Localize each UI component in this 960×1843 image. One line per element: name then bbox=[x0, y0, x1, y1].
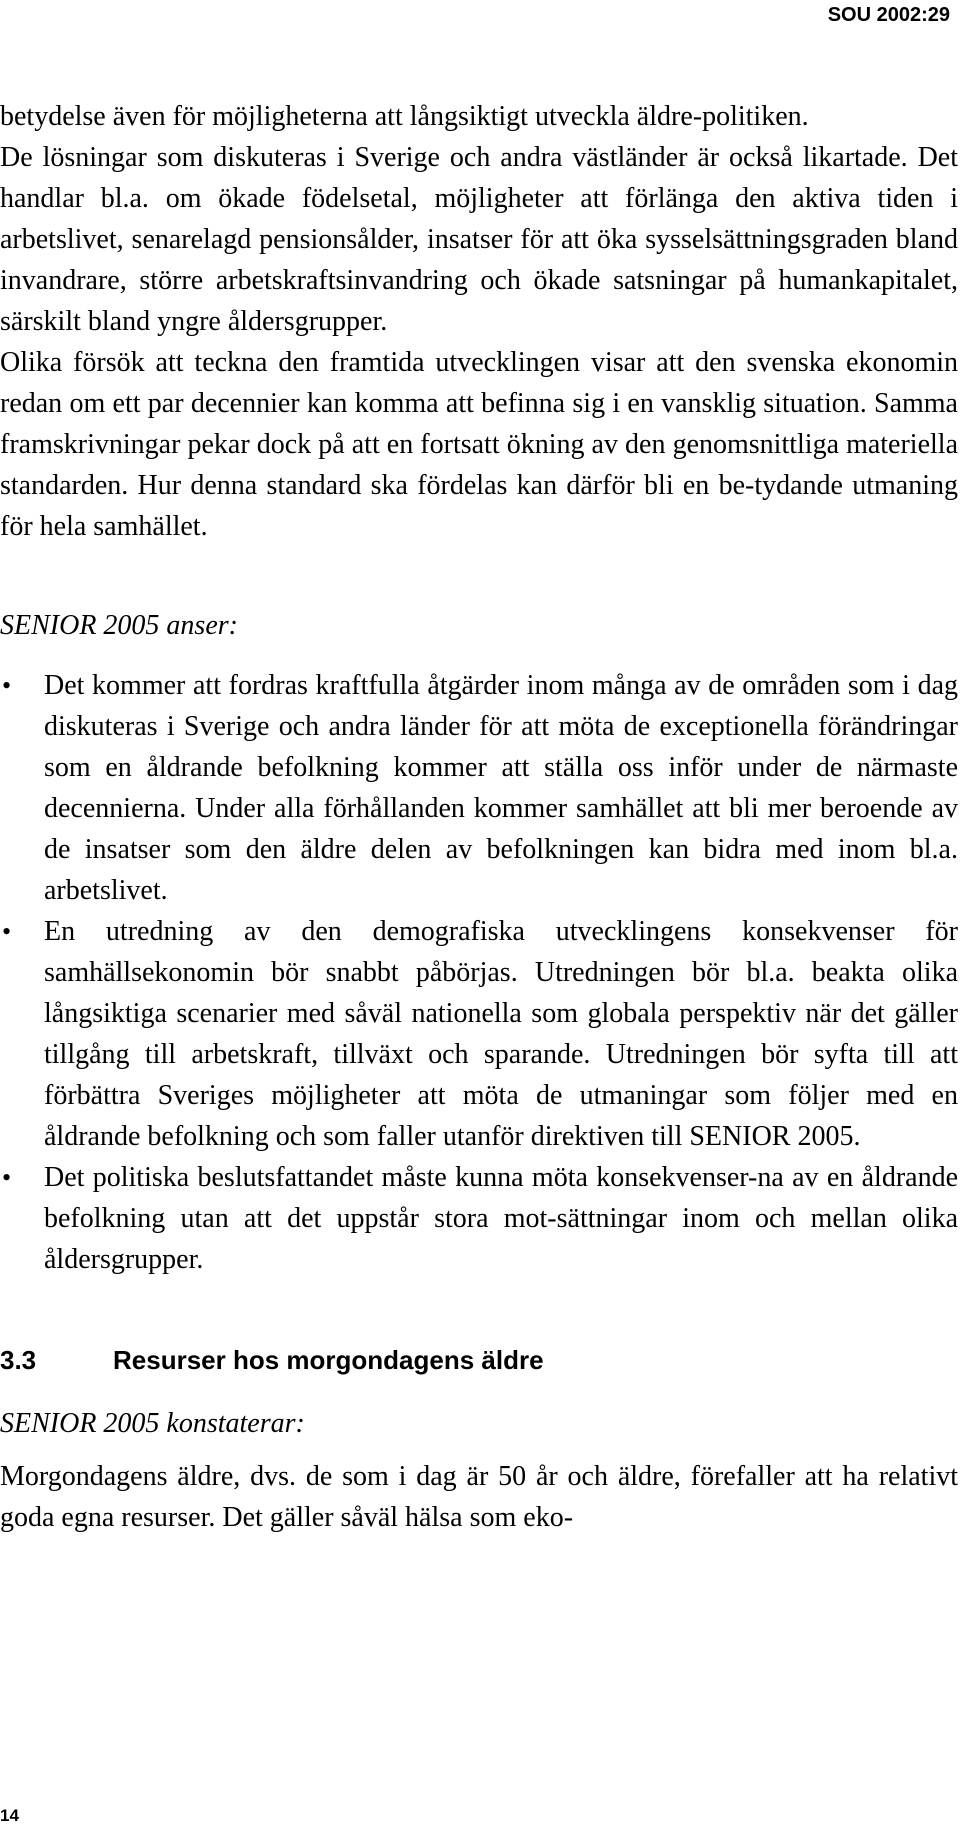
bullet-icon: • bbox=[2, 917, 12, 946]
list-item-text: Det kommer att fordras kraftfulla åtgärder inom många av de områden som i dag diskuteras i Sverige och andra länder för att möta de exceptionella förändringar som en åldrande befolkning kommer att ställa oss inför under de närmaste decennierna. Under alla förhållanden kommer samhället att bli mer beroende av de insatser som den äldre delen av befolkningen kan bidra med inom bl.a. arbetslivet. bbox=[44, 670, 958, 906]
section-title: Resurser hos morgondagens äldre bbox=[113, 1345, 544, 1375]
statement-label: SENIOR 2005 konstaterar: bbox=[0, 1408, 305, 1439]
section-number: 3.3 bbox=[0, 1345, 37, 1375]
body-paragraph-2: De lösningar som diskuteras i Sverige och andra västländer är också likartade. Det handlar bl.a. om ökade födelsetal, möjligheter att förlänga den aktiva tiden i arbetslivet, senarelagd pensionsålder, insatser för att öka sysselsättningsgraden bland invandrare, större arbetskraftsinvandring och ökade satsningar på humankapitalet, särskilt bland yngre åldersgrupper. bbox=[0, 142, 958, 337]
opinion-list bbox=[0, 665, 958, 1280]
opinion-label: SENIOR 2005 anser: bbox=[0, 610, 238, 641]
list-item-text: En utredning av den demografiska utvecklingens konsekvenser för samhällsekonomin bör snabbt påbörjas. Utredningen bör bl.a. beakta olika långsiktiga scenarier med såväl nationella som globala perspektiv när det gäller tillgång till arbetskraft, tillväxt och sparande. Utredningen bör syfta till att förbättra Sveriges möjligheter att möta de utmaningar som följer med en åldrande befolkning och som faller utanför direktiven till SENIOR 2005. bbox=[44, 916, 958, 1152]
bullet-icon: • bbox=[2, 1163, 12, 1192]
list-item bbox=[0, 665, 958, 911]
section-paragraph: Morgondagens äldre, dvs. de som i dag är 50 år och äldre, förefaller att ha relativt goda egna resurser. Det gäller såväl hälsa som eko- bbox=[0, 1461, 958, 1533]
page-content bbox=[0, 96, 958, 1538]
bullet-icon: • bbox=[2, 671, 12, 700]
body-paragraph-1: betydelse även för möjligheterna att långsiktigt utveckla äldre-politiken. bbox=[0, 101, 809, 132]
list-item bbox=[0, 911, 958, 1157]
page-number: 14 bbox=[0, 1806, 19, 1825]
list-item-text: Det politiska beslutsfattandet måste kunna möta konsekvenser-na av en åldrande befolkning utan att det uppstår stora mot-sättningar inom och mellan olika åldersgrupper. bbox=[44, 1162, 958, 1275]
section-heading bbox=[0, 1340, 958, 1381]
list-item bbox=[0, 1157, 958, 1280]
body-paragraph-3: Olika försök att teckna den framtida utvecklingen visar att den svenska ekonomin redan om ett par decennier kan komma att befinna sig i en vansklig situation. Samma framskrivningar pekar dock på att en fortsatt ökning av den genomsnittliga materiella standarden. Hur denna standard ska fördelas kan därför bli en be-tydande utmaning för hela samhället. bbox=[0, 347, 958, 542]
running-head: SOU 2002:29 bbox=[827, 4, 950, 26]
